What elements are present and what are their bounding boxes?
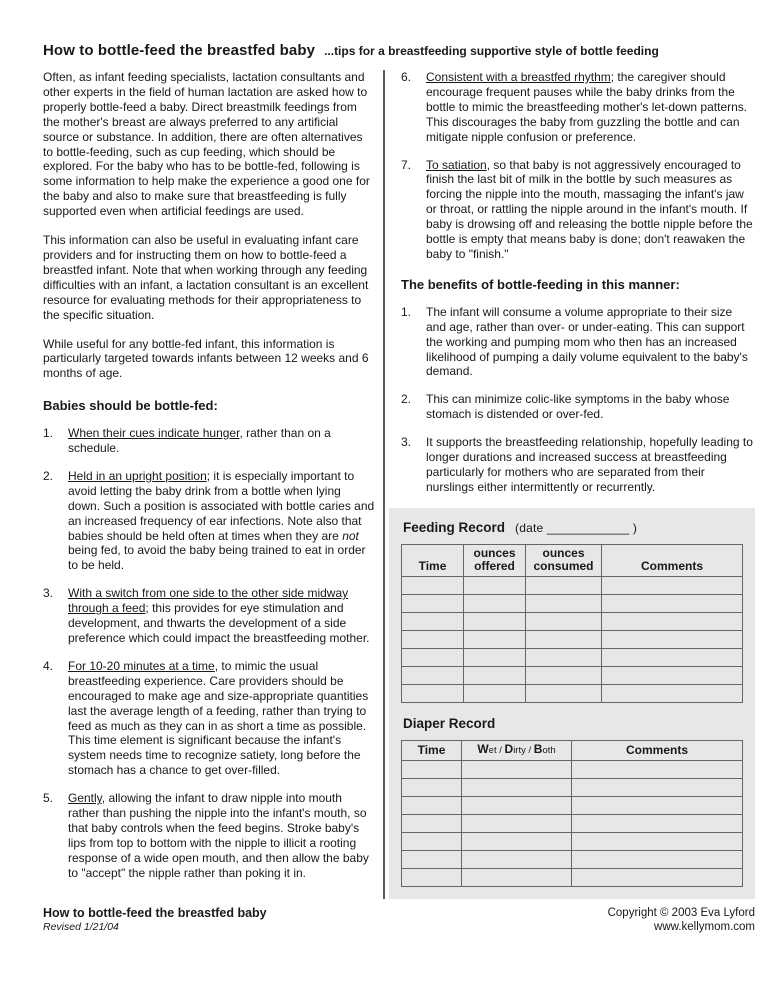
wdb-separator: / [525,744,534,756]
empty-record-row [402,796,743,814]
benefit-item [401,435,753,495]
item-number: 6. [401,70,412,84]
feeding-record-date-blank: (date ____________ ) [515,520,638,535]
empty-record-row [402,648,743,666]
column-header-comments: Comments [602,544,743,576]
item-text [68,586,375,646]
footer-title: How to bottle-feed the breastfed baby [43,905,267,920]
empty-record-cell [402,850,462,868]
wdb-separator: / [496,744,505,756]
empty-record-cell [402,648,464,666]
item-text [426,70,753,145]
page-subtitle: ...tips for a breastfeeding supportive style of bottle feeding [324,44,659,58]
item-rest: ; it is especially important to avoid letting the baby drink from a bottle when lying down. Such a position is associated with bottle caries and an increased frequency of ear infections. Note also that babies should be held often at times when they are [68,468,375,543]
website-line: www.kellymom.com [654,920,755,933]
empty-record-cell [526,648,602,666]
item-number: 3. [401,435,412,450]
empty-record-row [402,630,743,648]
item-lead: Gently [68,791,102,806]
wdb-letter: B [533,741,543,756]
item-number: 2. [401,392,412,407]
empty-record-cell [462,778,572,796]
list-item [401,158,753,262]
item-text: This can minimize colic-like symptoms in the baby whose stomach is distended or over-fed. [426,392,730,422]
item-text: It supports the breastfeeding relationship, hopefully leading to longer durations and increased success at breastfeeding particularly for mothers who are separated from their nurslings either intermittently or recurrently. [426,435,753,494]
empty-record-row [402,778,743,796]
empty-record-cell [402,684,464,702]
empty-record-cell [462,850,572,868]
diaper-record-table [401,740,743,887]
item-number: 1. [401,304,412,319]
list-item [43,469,375,573]
empty-record-cell [464,594,526,612]
empty-record-row [402,760,743,778]
empty-record-cell [572,778,743,796]
intro-paragraph: This information can also be useful in evaluating infant care providers and for instructing them on how to bottle-feed a breastfed infant. Note that when working through any feeding difficulties with an infant, a lactation consultant is an excellent resource for evaluating methods for their appropriateness to the specific situation. [43,233,369,322]
empty-record-row [402,814,743,832]
empty-record-cell [402,868,462,886]
footer-right [608,906,755,934]
wdb-rest: oth [542,744,556,756]
empty-record-cell [402,594,464,612]
item-number: 5. [43,791,54,806]
section-heading-benefits: The benefits of bottle-feeding in this manner: [401,276,680,292]
empty-record-cell [402,760,462,778]
column-header-ounces-consumed: ounces consumed [526,544,602,576]
item-number: 1. [43,426,54,441]
empty-record-row [402,850,743,868]
empty-record-cell [402,630,464,648]
empty-record-cell [602,576,743,594]
empty-record-row [402,868,743,886]
empty-record-cell [602,594,743,612]
list-item [43,791,375,880]
intro-paragraph: While useful for any bottle-fed infant, this information is particularly targeted towards infants between 12 weeks and 6 months of age. [43,336,369,381]
item-text: The infant will consume a volume appropriate to their size and age, rather than over- or under-eating. This can support the working and pumping mom who then has an increased likelihood of pumping a daily volume equivalent to the baby's demand. [426,304,748,379]
empty-record-cell [526,666,602,684]
item-rest: , rather than on a schedule. [68,426,331,456]
list-item [43,426,375,456]
wdb-rest: et [488,744,497,756]
document-header [43,42,755,59]
item-lead: To satiation [426,157,487,172]
copyright-line: Copyright © 2003 Eva Lyford [607,906,755,919]
item-rest: , to mimic the usual breastfeeding experience. Care providers should be encouraged to make age and size-appropriate quantities last the average length of a feeding, rather than trying to feed as much as they can in as short a time as possible. This time element is significant because the infant's system needs time to recognize satiety, long before the stomach has a chance to get over-filled. [68,658,369,778]
empty-record-cell [464,576,526,594]
empty-record-cell [572,868,743,886]
column-header-wet-dirty-both [462,740,572,760]
empty-record-cell [462,832,572,850]
item-rest: , allowing the infant to draw nipple into mouth rather than pushing the nipple into the infant's mouth, so that baby controls when the feed begins. Stroke baby's lips from top to bottom with the nipple to illicit a rooting response of a wide open mouth, and then allow the baby to "accept" the nipple rather than poking it in. [68,791,369,880]
item-lead: With a switch from one side to the other side midway through a feed [68,586,349,616]
item-text [426,158,753,262]
column-divider [383,70,385,899]
item-rest: ; the caregiver should encourage frequent pauses while the baby drinks from the bottle to mimic the breastfeeding mother's let-down patterns. This discourages the baby from guzzling the bottle and can mitigate nipple confusion or preference. [426,70,748,144]
wdb-letter: D [504,741,514,756]
empty-record-cell [464,666,526,684]
empty-record-cell [602,666,743,684]
two-column-layout [43,70,755,899]
item-lead: Consistent with a breastfed rhythm [426,70,611,84]
document-footer [43,906,755,934]
column-header-time: Time [402,544,464,576]
left-column [43,70,375,899]
empty-record-cell [462,796,572,814]
wdb-letter: W [477,741,489,756]
feeding-record-table [401,544,743,703]
section-heading-bottle-fed: Babies should be bottle-fed: [43,398,218,414]
empty-record-row [402,666,743,684]
item-rest: being fed, to avoid the baby being trained to eat in order to be held. [68,543,366,573]
empty-record-cell [572,760,743,778]
list-item [43,659,375,778]
diaper-record-title: Diaper Record [403,715,496,731]
feeding-table-header-row [402,544,743,576]
feeding-record-header [403,521,743,536]
empty-record-cell [572,796,743,814]
item-number: 7. [401,157,412,172]
empty-record-cell [526,630,602,648]
empty-record-cell [402,612,464,630]
item-number: 2. [43,468,54,483]
list-item [43,586,375,646]
item-lead: When their cues indicate hunger [68,426,240,441]
empty-record-cell [462,760,572,778]
empty-record-cell [572,850,743,868]
column-header-ounces-offered: ounces offered [464,544,526,576]
empty-record-cell [602,648,743,666]
item-text [68,469,375,573]
empty-record-cell [526,612,602,630]
empty-record-cell [602,630,743,648]
diaper-record-header [403,717,743,732]
item-text [68,791,375,880]
empty-record-cell [526,684,602,702]
item-italic-word: not [342,528,359,543]
item-number: 4. [43,658,54,673]
empty-record-row [402,576,743,594]
item-lead: For 10-20 minutes at a time [68,658,215,673]
empty-record-row [402,684,743,702]
item-lead: Held in an upright position [68,468,207,483]
empty-record-cell [402,832,462,850]
records-panel [389,508,755,899]
empty-record-cell [462,814,572,832]
empty-record-cell [572,832,743,850]
empty-record-row [402,612,743,630]
diaper-table-header-row [402,740,743,760]
page-title: How to bottle-feed the breastfed baby [43,42,316,59]
item-text [68,426,375,456]
empty-record-cell [464,684,526,702]
column-header-comments: Comments [572,740,743,760]
empty-record-cell [462,868,572,886]
column-header-time: Time [402,740,462,760]
empty-record-row [402,594,743,612]
feeding-record-title: Feeding Record [403,519,506,535]
benefit-item [401,305,753,380]
item-rest: , so that baby is not aggressively encouraged to finish the last bit of milk in the bottle by such measures as forcing the nipple into the mouth, massaging the infant's jaw or throat, or rattling the nipple around in the infant's mouth. If baby is drowsing off and releasing the bottle nipple before the bottle is empty that means baby is done; don't reawaken the baby to "finish." [426,157,753,261]
footer-left [43,906,267,934]
item-text [68,659,375,778]
empty-record-cell [464,648,526,666]
item-rest: ; this provides for eye stimulation and development, and thwarts the development of a side preference which could impact the breastfeeding mother. [68,601,370,645]
empty-record-cell [402,666,464,684]
empty-record-cell [526,576,602,594]
empty-record-cell [464,612,526,630]
footer-revised-date: Revised 1/21/04 [43,920,119,933]
wdb-rest: irty [513,744,526,756]
list-item [401,70,753,145]
item-number: 3. [43,586,54,601]
benefit-item [401,392,753,422]
empty-record-cell [526,594,602,612]
empty-record-cell [402,576,464,594]
intro-paragraph: Often, as infant feeding specialists, lactation consultants and other experts in the field of human lactation are asked how to properly bottle-feed a baby. Direct breastmilk feedings from the mother's breast are always preferred to any artificial source or substance. In addition, there are often alternatives to bottle-feeding, such as cup feeding, which should be explored. For the baby who has to be bottle-fed, following is some information to help make the experience a good one for the baby and also to make sure that breastfeeding is fully supported even when artificial feedings are used. [43,70,370,219]
empty-record-cell [464,630,526,648]
empty-record-row [402,832,743,850]
empty-record-cell [402,778,462,796]
empty-record-cell [602,684,743,702]
empty-record-cell [572,814,743,832]
empty-record-cell [402,814,462,832]
empty-record-cell [402,796,462,814]
empty-record-cell [602,612,743,630]
right-column [389,70,755,899]
